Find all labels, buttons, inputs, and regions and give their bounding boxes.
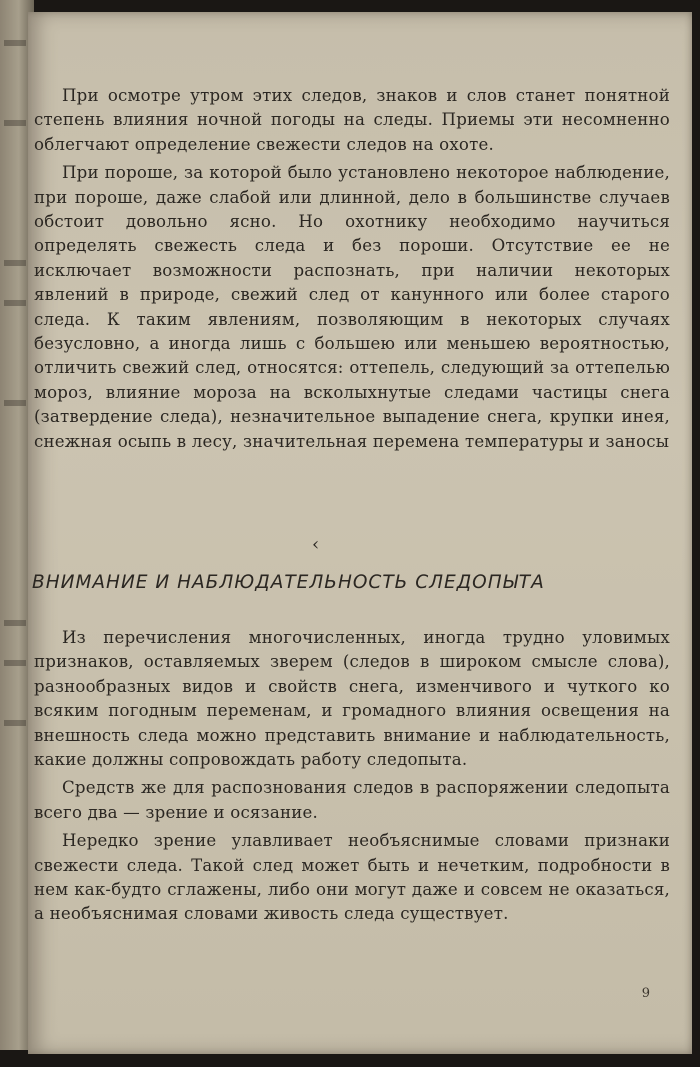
ornament-mark: ‹ — [312, 534, 320, 555]
print-smudge — [4, 400, 26, 406]
section-heading: ВНИМАНИЕ И НАБЛЮДАТЕЛЬНОСТЬ СЛЕДОПЫТА — [32, 572, 545, 593]
paragraph: Средств же для распознования следов в распоряжении следопыта всего два — зрение и осязание. — [34, 778, 670, 822]
paragraph: Из перечисления многочисленных, иногда трудно уловимых признаков, оставляемых зверем (следов в широком смысле слова), разнообразных видов и свойств снега, изменчивого и чуткого ко всяким погодным переменам, и громадного влияния освещения на внешность следа можно представить внимание и наблюдательность, какие должны сопровождать работу следопыта. — [34, 628, 670, 770]
text-block-top — [34, 84, 670, 454]
print-smudge — [4, 120, 26, 126]
page-number: 9 — [641, 986, 650, 1001]
book-page — [28, 12, 692, 1054]
print-smudge — [4, 300, 26, 306]
paragraph: При пороше, за которой было установлено некоторое наблюдение, при пороше, даже слабой или длинной, дело в большинстве случаев обстоит довольно ясно. Но охотнику необходимо научиться определять свежесть следа и без пороши. Отсутствие ее не исключает возможности распознать, при наличии некоторых явлений в природе, свежий след от канунного или более старого следа. К таким явлениям, позволяющим в некоторых случаях безусловно, а иногда лишь с большею или меньшею вероятностью, отличить свежий след, относятся: оттепель, следующий за оттепелью мороз, влияние мороза на всколыхнутые следами частицы снега (затвердение следа), незначительное выпадение снега, крупки инея, снежная осыпь в лесу, значительная перемена температуры и заносы — [34, 163, 670, 451]
paragraph: Нередко зрение улавливает необъяснимые словами признаки свежести следа. Такой след может быть и нечетким, подробности в нем как-будто сглажены, либо они могут даже и совсем не оказаться, а необъяснимая словами живость следа существует. — [34, 831, 670, 924]
print-smudge — [4, 260, 26, 266]
print-smudge — [4, 620, 26, 626]
print-smudge — [4, 660, 26, 666]
paragraph: При осмотре утром этих следов, знаков и слов станет понятной степень влияния ночной погоды на следы. Приемы эти несомненно облегчают определение свежести следов на охоте. — [34, 86, 670, 154]
print-smudge — [4, 720, 26, 726]
print-smudge — [4, 40, 26, 46]
text-block-bottom — [34, 626, 670, 927]
